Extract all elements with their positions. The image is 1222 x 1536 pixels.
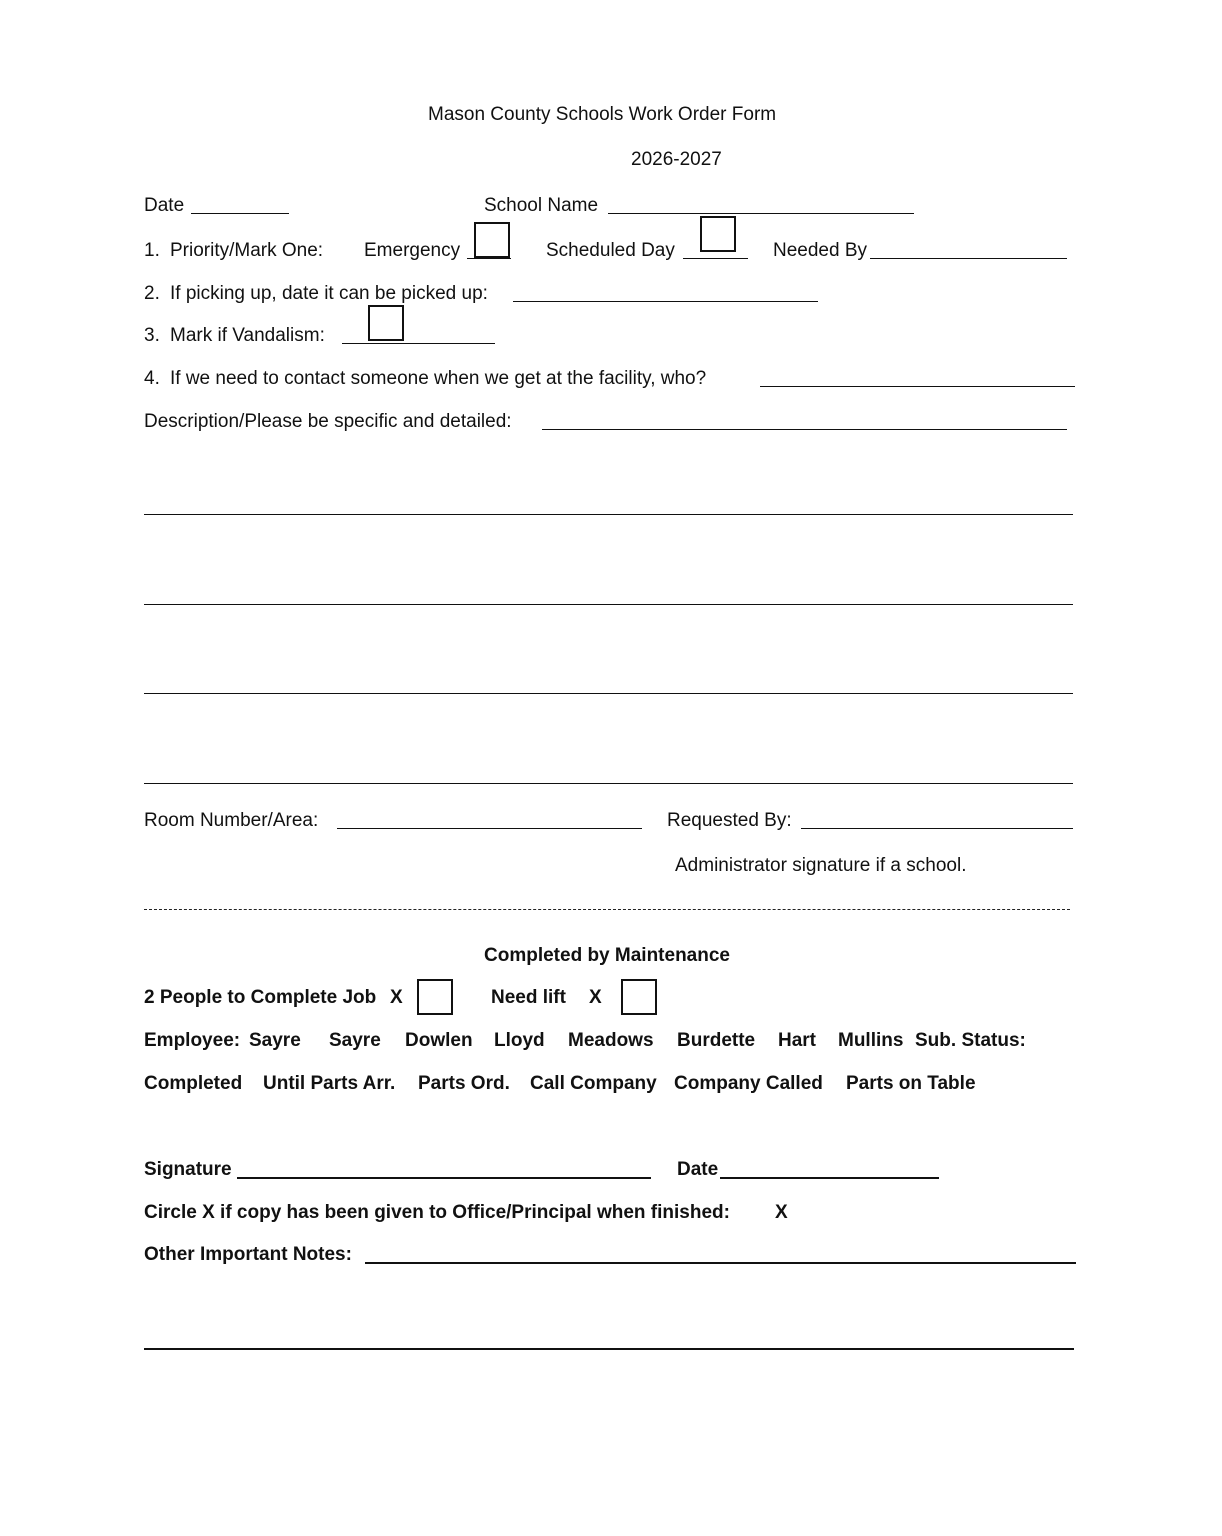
employee-option[interactable]: Burdette (677, 1030, 756, 1051)
copy-given-label: Circle X if copy has been given to Office/Principal when finished: (144, 1202, 730, 1223)
signature-field[interactable] (237, 1177, 651, 1179)
status-option[interactable]: Parts Ord. (418, 1073, 510, 1094)
room-field[interactable] (337, 828, 642, 829)
description-field[interactable] (542, 429, 1067, 430)
requested-by-field[interactable] (801, 828, 1073, 829)
employee-option[interactable]: Sayre (249, 1030, 301, 1051)
room-label: Room Number/Area: (144, 810, 319, 831)
scheduled-day-label: Scheduled Day (546, 240, 675, 261)
vandalism-checkbox[interactable] (368, 305, 404, 341)
emergency-label: Emergency (364, 240, 461, 261)
description-label: Description/Please be specific and detailed: (144, 411, 512, 432)
employee-option[interactable]: Meadows (568, 1030, 654, 1051)
pickup-number: 2. (144, 283, 160, 304)
description-line[interactable] (144, 693, 1073, 694)
priority-number: 1. (144, 240, 160, 261)
notes-field[interactable] (365, 1262, 1076, 1264)
admin-note: Administrator signature if a school. (675, 855, 967, 876)
two-people-x: X (390, 987, 403, 1008)
employee-option[interactable]: Hart (778, 1030, 817, 1051)
pickup-date-field[interactable] (513, 301, 818, 302)
vandalism-underline (342, 343, 495, 344)
employee-option[interactable]: Lloyd (494, 1030, 545, 1051)
signature-label: Signature (144, 1159, 232, 1180)
status-option[interactable]: Completed (144, 1073, 243, 1094)
status-option[interactable]: Company Called (674, 1073, 823, 1094)
maintenance-heading: Completed by Maintenance (484, 945, 730, 966)
school-year: 2026-2027 (631, 149, 722, 170)
school-name-label: School Name (484, 195, 599, 216)
section-divider (144, 909, 1070, 910)
vandalism-number: 3. (144, 325, 160, 346)
notes-label: Other Important Notes: (144, 1244, 352, 1265)
description-line[interactable] (144, 783, 1073, 784)
employee-option[interactable]: Dowlen (405, 1030, 473, 1051)
status-option[interactable]: Call Company (530, 1073, 657, 1094)
description-line[interactable] (144, 604, 1073, 605)
employee-option[interactable]: Mullins (838, 1030, 904, 1051)
signature-date-field[interactable] (720, 1177, 939, 1179)
vandalism-label: Mark if Vandalism: (170, 325, 325, 346)
copy-given-x[interactable]: X (775, 1202, 788, 1223)
description-line[interactable] (144, 514, 1073, 515)
status-option[interactable]: Until Parts Arr. (263, 1073, 396, 1094)
contact-number: 4. (144, 368, 160, 389)
date-label: Date (144, 195, 185, 216)
need-lift-x: X (589, 987, 602, 1008)
needed-by-field[interactable] (870, 258, 1067, 259)
notes-line[interactable] (144, 1348, 1074, 1350)
form-title: Mason County Schools Work Order Form (428, 104, 777, 125)
emergency-underline (467, 258, 511, 259)
two-people-label: 2 People to Complete Job (144, 987, 377, 1008)
school-name-field[interactable] (608, 213, 914, 214)
two-people-checkbox[interactable] (417, 979, 453, 1015)
emergency-checkbox[interactable] (474, 222, 510, 258)
sub-status-label: Sub. Status: (915, 1030, 1026, 1051)
need-lift-label: Need lift (491, 987, 566, 1008)
need-lift-checkbox[interactable] (621, 979, 657, 1015)
employee-label: Employee: (144, 1030, 241, 1051)
requested-by-label: Requested By: (667, 810, 792, 831)
pickup-label: If picking up, date it can be picked up: (170, 283, 488, 304)
date-field[interactable] (191, 213, 289, 214)
needed-by-label: Needed By (773, 240, 868, 261)
contact-label: If we need to contact someone when we get at the facility, who? (170, 368, 707, 389)
signature-date-label: Date (677, 1159, 719, 1180)
scheduled-underline (683, 258, 748, 259)
priority-label: Priority/Mark One: (170, 240, 324, 261)
contact-field[interactable] (760, 386, 1075, 387)
employee-option[interactable]: Sayre (329, 1030, 381, 1051)
status-option[interactable]: Parts on Table (846, 1073, 976, 1094)
scheduled-day-checkbox[interactable] (700, 216, 736, 252)
